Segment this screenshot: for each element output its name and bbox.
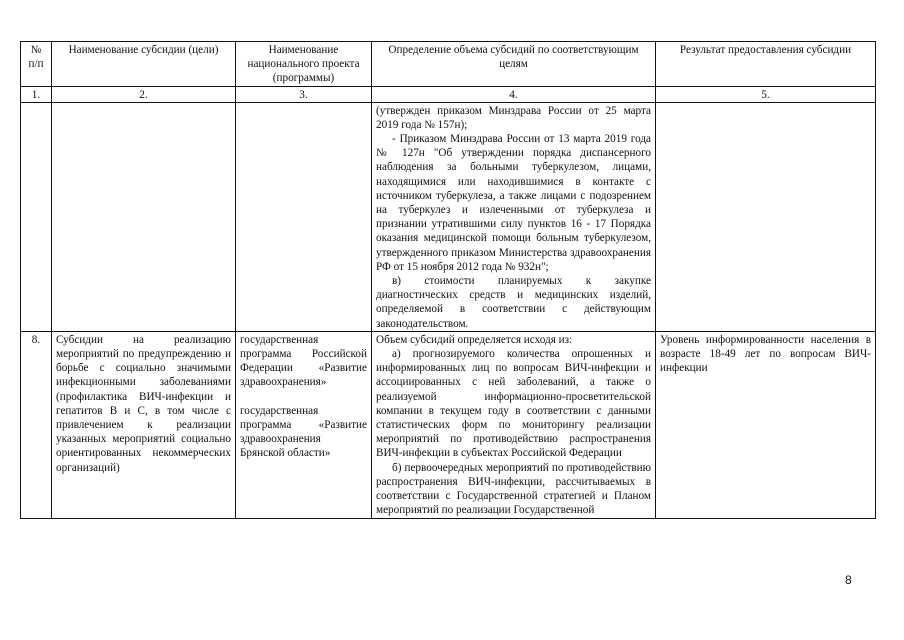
cont-result-cell xyxy=(656,102,876,331)
header-row xyxy=(21,42,876,87)
row8-def-intro: Объем субсидий определяется исходя из: xyxy=(376,333,573,346)
col-number-2: 2. xyxy=(52,86,236,102)
header-definition: Определение объема субсидий по соответствующим целям xyxy=(372,42,656,87)
header-name: Наименование субсидии (цели) xyxy=(52,42,236,87)
col-number-4: 4. xyxy=(372,86,656,102)
row8-definition-cell xyxy=(372,331,656,518)
header-result: Результат предоставления субсидии xyxy=(656,42,876,87)
row8-project-1: государственная программа Российской Федерации «Развитие здравоохранения» xyxy=(240,333,367,389)
cont-def-p2: - Приказом Минздрава России от 13 марта 2019 года № 127н "Об утверждении порядка диспансерного наблюдения за больными туберкулезом, лицами, находящимися или находившимися в контакте с источником туберкулеза, а также лицами с подозрением на туберкулез и излеченными от туберкулеза и признании утратившими силу пунктов 16 - 17 Порядка оказания медицинской помощи больным туберкулезом, утвержденного приказом Министерства здравоохранения РФ от 15 ноября 2012 года № 932н"; xyxy=(376,133,651,273)
row8-def-a: а) прогнозируемого количества опрошенных и информированных лиц по вопросам ВИЧ-инфекции и ассоциированных с ней заболеваний, а также о реализуемой информационно-просветительской компании в текущем году в соответствии с данными статистических форм по мониторингу реализации мероприятий по противодействию распространения ВИЧ-инфекции в субъектах Российской Федерации xyxy=(376,348,651,460)
row8-def-b: б) первоочередных мероприятий по противодействию распространения ВИЧ-инфекции, рассчитываемых в соответствии с Государственной стратегией и Планом мероприятий по реализации Государственной xyxy=(376,461,651,517)
table-row-8 xyxy=(21,331,876,518)
row8-project-cell xyxy=(236,331,372,518)
row8-result: Уровень информированности населения в возрасте 18-49 лет по вопросам ВИЧ-инфекции xyxy=(656,331,876,518)
header-num: № п/п xyxy=(21,42,52,87)
cont-num-cell xyxy=(21,102,52,331)
row8-name: Субсидии на реализацию мероприятий по предупреждению и борьбе с социально значимыми инфекционными заболеваниями (профилактика ВИЧ-инфекции и гепатитов В и С, в том числе с привлечением к реализации указанных мероприятий социально ориентированных некоммерческих организаций) xyxy=(52,331,236,518)
col-number-1: 1. xyxy=(21,86,52,102)
row8-num: 8. xyxy=(21,331,52,518)
cont-def-p1: (утвержден приказом Минздрава России от 25 марта 2019 года № 157н); xyxy=(376,104,651,131)
header-project: Наименование национального проекта (программы) xyxy=(236,42,372,87)
page-number: 8 xyxy=(845,573,852,587)
row8-project-2: государственная программа «Развитие здравоохранения Брянской области» xyxy=(240,404,367,460)
cont-project-cell xyxy=(236,102,372,331)
column-number-row xyxy=(21,86,876,102)
cont-def-p3: в) стоимости планируемых к закупке диагностических средств и медицинских изделий, определяемой в соответствии с действующим законодательством. xyxy=(376,275,651,330)
table-row-continued xyxy=(21,102,876,331)
cont-definition-cell xyxy=(372,102,656,331)
col-number-5: 5. xyxy=(656,86,876,102)
col-number-3: 3. xyxy=(236,86,372,102)
subsidy-table xyxy=(20,41,876,519)
cont-name-cell xyxy=(52,102,236,331)
